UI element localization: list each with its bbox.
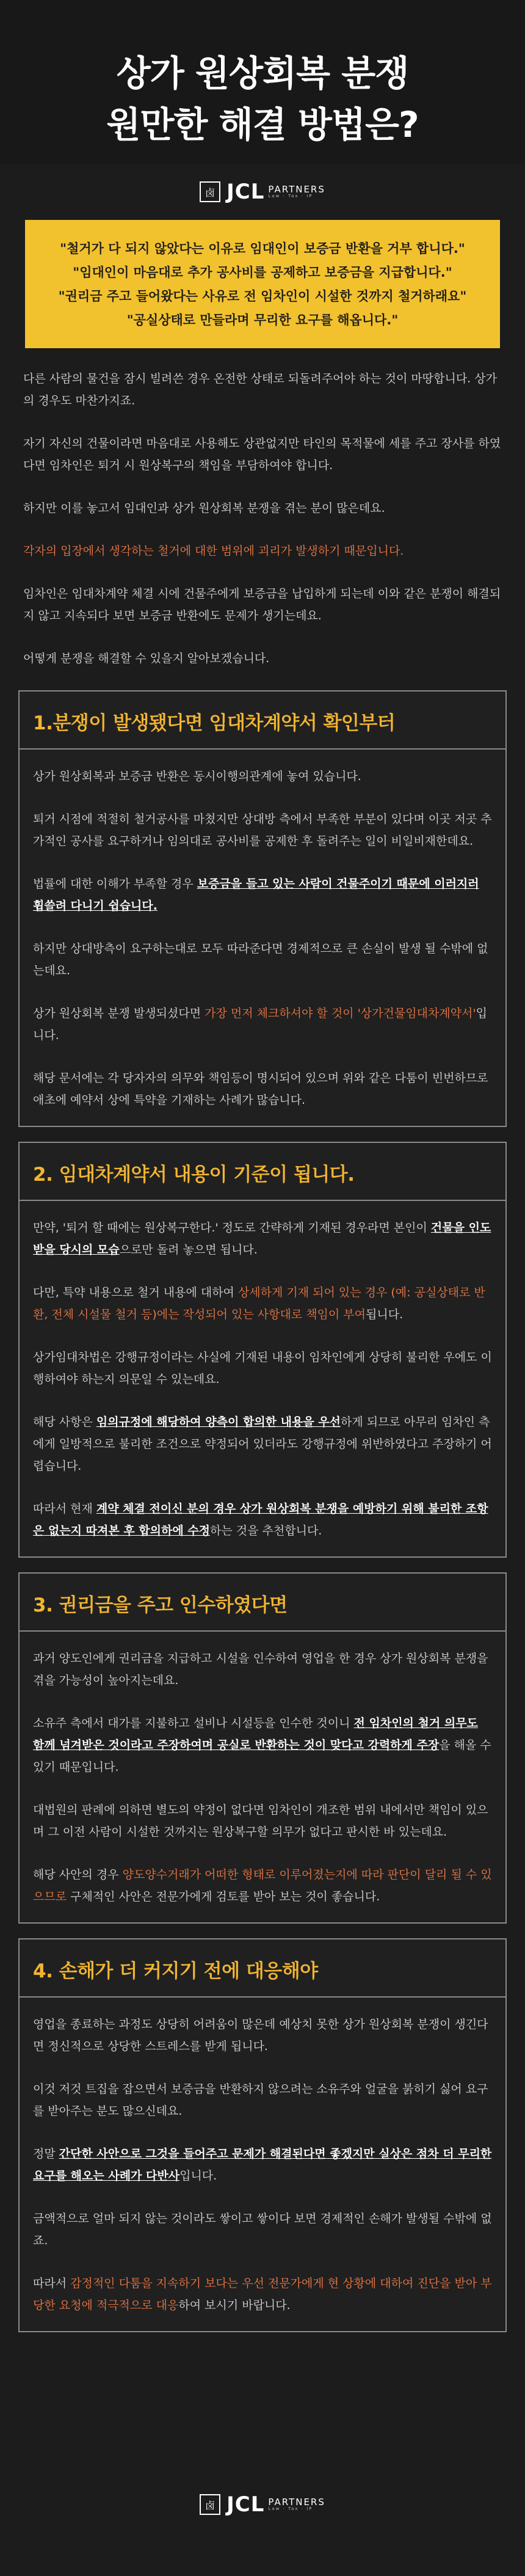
intro-paragraph: 자기 자신의 건물이라면 마음대로 사용해도 상관없지만 타인의 목적물에 세를 주고 장사를 하였다면 임차인은 퇴거 시 원상복구의 책임을 부담하여야 합니다. — [23, 437, 501, 472]
paragraph — [33, 873, 492, 917]
paragraph — [33, 1217, 492, 1261]
paragraph — [33, 2143, 492, 2187]
underline-text: 보증금을 들고 있는 사람이 건물주이기 때문에 이러지러 휩쓸려 다니기 쉽습니다. — [33, 877, 479, 913]
section-title: 1.분쟁이 발생됐다면 임대차계약서 확인부터 — [33, 712, 396, 734]
text: 하게 되므로 아무리 임차인 측에게 일방적으로 불리한 조건으로 약정되어 있더라도 강행규정에 위반하였다고 주장하기 어렵습니다. — [33, 1415, 492, 1473]
quote: "임대인이 마음대로 추가 공사비를 공제하고 보증금을 지급합니다." — [73, 265, 452, 280]
underline-text: 간단한 사안으로 그것을 들어주고 문제가 해결된다면 좋겠지만 실상은 점차 더 무리한 요구를 해오는 사례가 다반사 — [33, 2147, 492, 2183]
paragraph: 퇴거 시점에 적절히 철거공사를 마쳤지만 상대방 측에서 부족한 부분이 있다며 이곳 저곳 추가적인 공사를 요구하거나 임의대로 공사비를 공제한 후 돌려주는 일이 비일비재한데요. — [33, 812, 492, 848]
paragraph: 대법원의 판례에 의하면 별도의 약정이 없다면 임차인이 개조한 범위 내에서만 책임이 있으며 그 이전 사람이 시설한 것까지는 원상복구할 의무가 없다고 판시한 바 있는데요. — [33, 1803, 488, 1839]
underline-text: 전 임차인의 철거 의무도 함께 넘겨받은 것이라고 주장하여며 공실로 반환하는 것이 맞다고 강력하게 주장 — [33, 1717, 478, 1752]
logo-name: JCL — [226, 2492, 265, 2517]
paragraph — [33, 1864, 492, 1908]
text: 으로만 돌려 놓으면 됩니다. — [119, 1243, 258, 1257]
text: 따라서 — [33, 2277, 71, 2290]
text: 소유주 측에서 대가를 지불하고 설비나 시설등을 인수한 것이니 — [33, 1717, 354, 1730]
text: 구체적인 사안은 전문가에게 검토를 받아 보는 것이 좋습니다. — [67, 1890, 380, 1903]
logo-tagline: Law · Tax · IP — [268, 2506, 313, 2512]
section-title: 3. 권리금을 주고 인수하였다면 — [33, 1594, 288, 1616]
highlight-text: 양도양수거래가 어떠한 형태로 이루어졌는지에 따라 판단이 달리 될 수 있으므로 — [33, 1868, 492, 1903]
paragraph: 금액적으로 얼마 되지 않는 것이라도 쌓이고 쌓이다 보면 경제적인 손해가 발생될 수밖에 없죠. — [33, 2212, 492, 2247]
text: 따라서 현재 — [33, 1502, 96, 1516]
brand-logo — [0, 180, 525, 204]
highlight-text: 상세하게 기재 되어 있는 경우 (예: 공실상태로 반환, 전체 시설물 철거 등)에는 작성되어 있는 사항대로 책임이 부여 — [33, 1286, 485, 1321]
underline-text: 계약 체결 전이신 분의 경우 상가 원상회복 분쟁을 예방하기 위해 불리한 조항은 없는지 따져본 후 합의하에 수정 — [33, 1502, 488, 1538]
logo-mark-icon: 卤 — [200, 181, 220, 202]
intro — [0, 348, 525, 670]
intro-paragraph: 하지만 이를 놓고서 임대인과 상가 원상회복 분쟁을 겪는 분이 많은데요. — [23, 502, 385, 515]
text: 해당 사항은 — [33, 1415, 96, 1429]
section-3 — [18, 1572, 507, 1924]
logo-name: JCL — [226, 180, 265, 204]
paragraph — [33, 1411, 492, 1477]
paragraph: 해당 문서에는 각 당자자의 의무와 책임등이 명시되어 있으며 위와 같은 다툼이 빈번하므로 애초에 예약서 상에 특약을 기재하는 사례가 많습니다. — [33, 1071, 488, 1107]
page-title — [0, 0, 525, 150]
paragraph: 하지만 상대방측이 요구하는대로 모두 따라준다면 경제적으로 큰 손실이 발생 될 수밖에 없는데요. — [33, 942, 488, 977]
paragraph: 이것 저것 트집을 잡으면서 보증금을 반환하지 않으려는 소유주와 얼굴을 붉히기 싫어 요구를 받아주는 분도 많으신데요. — [33, 2082, 488, 2118]
text: 하여 보시기 바랍니다. — [178, 2299, 291, 2312]
paragraph: 상가임대차법은 강행규정이라는 사실에 기재된 내용이 임차인에게 상당히 불리한 우에도 이행하여야 하는지 의문일 수 있는데요. — [33, 1351, 492, 1386]
section-title: 4. 손해가 더 커지기 전에 대응해야 — [33, 1960, 318, 1982]
text: 만약, '퇴거 할 때에는 원상복구한다.' 정도로 간략하게 기재된 경우라면 본인이 — [33, 1221, 431, 1235]
hero-banner — [0, 0, 525, 164]
quote: "권리금 주고 들어왔다는 사유로 전 임차인이 시설한 것까지 철거하래요" — [58, 289, 467, 304]
title-line-2: 원만한 해결 방법은? — [106, 104, 419, 145]
text: 법률에 대한 이해가 부족할 경우 — [33, 877, 197, 891]
underline-text: 건물을 인도받을 당시의 모습 — [33, 1221, 491, 1257]
logo-partners: PARTNERS — [268, 183, 325, 195]
section-title: 2. 임대차계약서 내용이 기준이 됩니다. — [33, 1164, 355, 1186]
section-4 — [18, 1938, 507, 2332]
text: 상가 원상회복 분쟁 발생되셨다면 — [33, 1007, 205, 1020]
text: 입니다. — [179, 2169, 217, 2183]
text: 됩니다. — [366, 1308, 404, 1321]
quote: "철거가 다 되지 않았다는 이유로 임대인이 보증금 반환을 거부 합니다." — [60, 241, 465, 256]
section-1 — [18, 690, 507, 1127]
text: 하는 것을 추천합니다. — [210, 1524, 322, 1538]
paragraph: 과거 양도인에게 권리금을 지급하고 시설을 인수하여 영업을 한 경우 상가 원상회복 분쟁을 겪을 가능성이 높아지는데요. — [33, 1652, 488, 1687]
text: 정말 — [33, 2147, 59, 2161]
text: 다만, 특약 내용으로 철거 내용에 대하여 — [33, 1286, 238, 1299]
text: 해당 사안의 경우 — [33, 1868, 123, 1881]
title-line-1: 상가 원상회복 분쟁 — [116, 53, 409, 94]
paragraph — [33, 2272, 492, 2316]
paragraph — [33, 1002, 492, 1046]
footer-logo — [0, 2492, 525, 2517]
logo-mark-icon: 卤 — [200, 2494, 220, 2515]
quote-box — [25, 220, 500, 348]
highlight-text: 감정적인 다툼을 지속하기 보다는 우선 전문가에게 현 상황에 대하여 진단을 받아 부당한 요청에 적극적으로 대응 — [33, 2277, 492, 2312]
section-2 — [18, 1142, 507, 1558]
logo-tagline: Law · Tax · IP — [268, 194, 313, 199]
underline-text: 임의규정에 해당하여 양측이 합의한 내용을 우선 — [96, 1415, 341, 1429]
intro-paragraph: 어떻게 분쟁을 해결할 수 있을지 알아보겠습니다. — [23, 652, 270, 665]
intro-paragraph: 임차인은 임대차계약 체결 시에 건물주에게 보증금을 납입하게 되는데 이와 같은 분쟁이 해결되지 않고 지속되다 보면 보증금 반환에도 문제가 생기는데요. — [23, 587, 501, 622]
intro-paragraph: 다른 사람의 물건을 잠시 빌려쓴 경우 온전한 상태로 되돌려주어야 하는 것이 마땅합니다. 상가의 경우도 마찬가지죠. — [23, 372, 497, 407]
text: 입니다. — [33, 1007, 487, 1042]
highlight-text: 가장 먼저 체크하셔야 할 것이 '상가건물임대차계약서' — [205, 1007, 476, 1020]
intro-highlight-text: 각자의 입장에서 생각하는 철거에 대한 범위에 괴리가 발생하기 때문입니다. — [23, 544, 404, 558]
paragraph: 상가 원상회복과 보증금 반환은 동시이행의관계에 놓여 있습니다. — [33, 770, 361, 783]
text: 을 해올 수 있기 때문입니다. — [33, 1739, 491, 1774]
paragraph — [33, 1498, 492, 1542]
quote: "공실상태로 만들라며 무리한 요구를 해옵니다." — [126, 313, 399, 327]
intro-highlight — [23, 540, 502, 562]
paragraph: 영업을 종료하는 과정도 상당히 어려움이 많은데 예상치 못한 상가 원상회복 분쟁이 생긴다면 정신적으로 상당한 스트레스를 받게 됩니다. — [33, 2018, 488, 2053]
paragraph — [33, 1712, 492, 1778]
paragraph — [33, 1282, 492, 1326]
logo-partners: PARTNERS — [268, 2496, 325, 2508]
